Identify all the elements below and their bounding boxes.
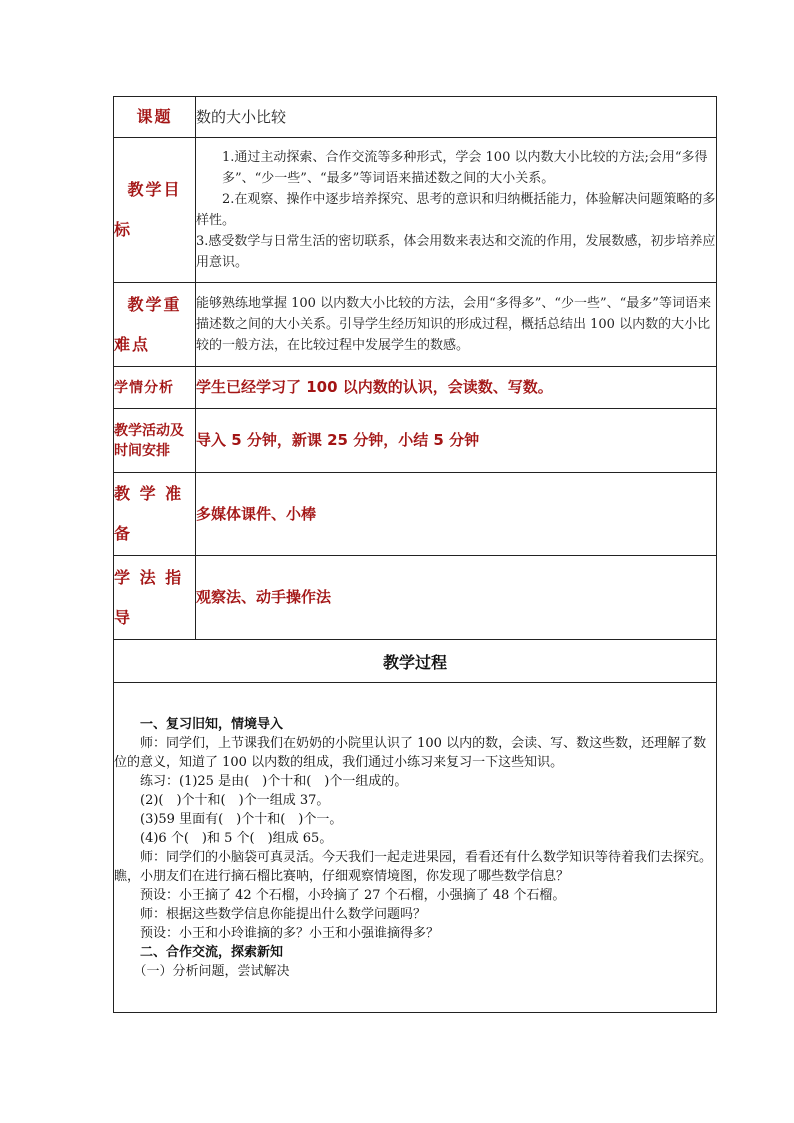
process-line: 师：根据这些数学信息你能提出什么数学问题吗？: [140, 906, 427, 922]
process-section-2: 二、合作交流，探索新知: [140, 944, 284, 960]
goal-item-3: 3.感受数学与日常生活的密切联系，体会用数来表达和交流的作用，发展数感，初步培养应用意识。: [196, 234, 716, 270]
key-label-line2: 难点: [114, 334, 151, 354]
process-subsection: （一）分析问题，尝试解决: [133, 963, 290, 979]
row-goals: [114, 138, 717, 283]
process-line: 预设：小王和小玲谁摘的多？小王和小强谁摘得多？: [140, 925, 440, 941]
situation-label: 学情分析: [114, 367, 196, 409]
topic-value: 数的大小比较: [196, 97, 717, 138]
row-process-body: [114, 683, 717, 1013]
process-line: 师：同学们，上节课我们在奶奶的小院里认识了 100 以内的数，会读、写、数这些数，还理解了数位的意义，知道了 100 以内数的组成，我们通过小练习来复习一下这些知识。: [114, 735, 707, 770]
process-line: 预设：小王摘了 42 个石榴，小玲摘了 27 个石榴，小强摘了 48 个石榴。: [140, 887, 566, 903]
row-method: [114, 556, 717, 640]
row-prep: [114, 473, 717, 556]
goals-value: [196, 138, 717, 283]
prep-value: 多媒体课件、小棒: [196, 473, 717, 556]
process-line: 师：同学们的小脑袋可真灵活。今天我们一起走进果园，看看还有什么数学知识等待着我们去探究。瞧，小朋友们在进行摘石榴比赛呐，仔细观察情境图，你发现了哪些数学信息？: [114, 849, 713, 884]
goal-item-2: 2.在观察、操作中逐步培养探究、思考的意识和归纳概括能力，体验解决问题策略的多样性。: [196, 192, 716, 228]
row-process-heading: [114, 640, 717, 683]
prep-label-line2: 备: [114, 524, 133, 543]
method-value: 观察法、动手操作法: [196, 556, 717, 640]
row-key-points: [114, 283, 717, 367]
row-topic: [114, 97, 717, 138]
method-label-line1: 学 法 指: [114, 567, 184, 587]
key-label: [114, 283, 196, 367]
row-situation: [114, 367, 717, 409]
goals-label-line2: 标: [114, 220, 133, 239]
goals-label: [114, 138, 196, 283]
goals-label-line1: 教学目: [127, 180, 182, 199]
time-label: 教学活动及时间安排: [114, 409, 196, 473]
process-line: (4)6 个( )和 5 个( )组成 65。: [140, 830, 333, 846]
process-line: (2)( )个十和( )个一组成 37。: [140, 792, 330, 808]
prep-label: [114, 473, 196, 556]
method-label-line2: 导: [114, 607, 133, 627]
row-time: [114, 409, 717, 473]
method-label: [114, 556, 196, 640]
process-line: 练习：(1)25 是由( )个十和( )个一组成的。: [140, 773, 408, 789]
situation-value: 学生已经学习了 100 以内数的认识，会读数、写数。: [196, 367, 717, 409]
goal-item-1: 1.通过主动探索、合作交流等多种形式，学会 100 以内数大小比较的方法;会用“多得多”、“少一些”、“最多”等词语来描述数之间的大小关系。: [222, 150, 708, 186]
process-line: (3)59 里面有( )个十和( )个一。: [140, 811, 343, 827]
process-body: [114, 683, 717, 1013]
topic-label: 课题: [114, 97, 196, 138]
prep-label-line1: 教 学 准: [114, 484, 184, 503]
key-label-line1: 教学重: [127, 294, 182, 314]
process-heading: 教学过程: [114, 640, 717, 683]
key-value: 能够熟练地掌握 100 以内数大小比较的方法，会用“多得多”、“少一些”、“最多”等词语来描述数之间的大小关系。引导学生经历知识的形成过程，概括总结出 100 以内数的大小比较的一般方法，在比较过程中发展学生的数感。: [196, 283, 717, 367]
lesson-plan-table: [113, 96, 717, 1013]
time-value: 导入 5 分钟，新课 25 分钟，小结 5 分钟: [196, 409, 717, 473]
process-section-1: 一、复习旧知，情境导入: [140, 716, 284, 732]
